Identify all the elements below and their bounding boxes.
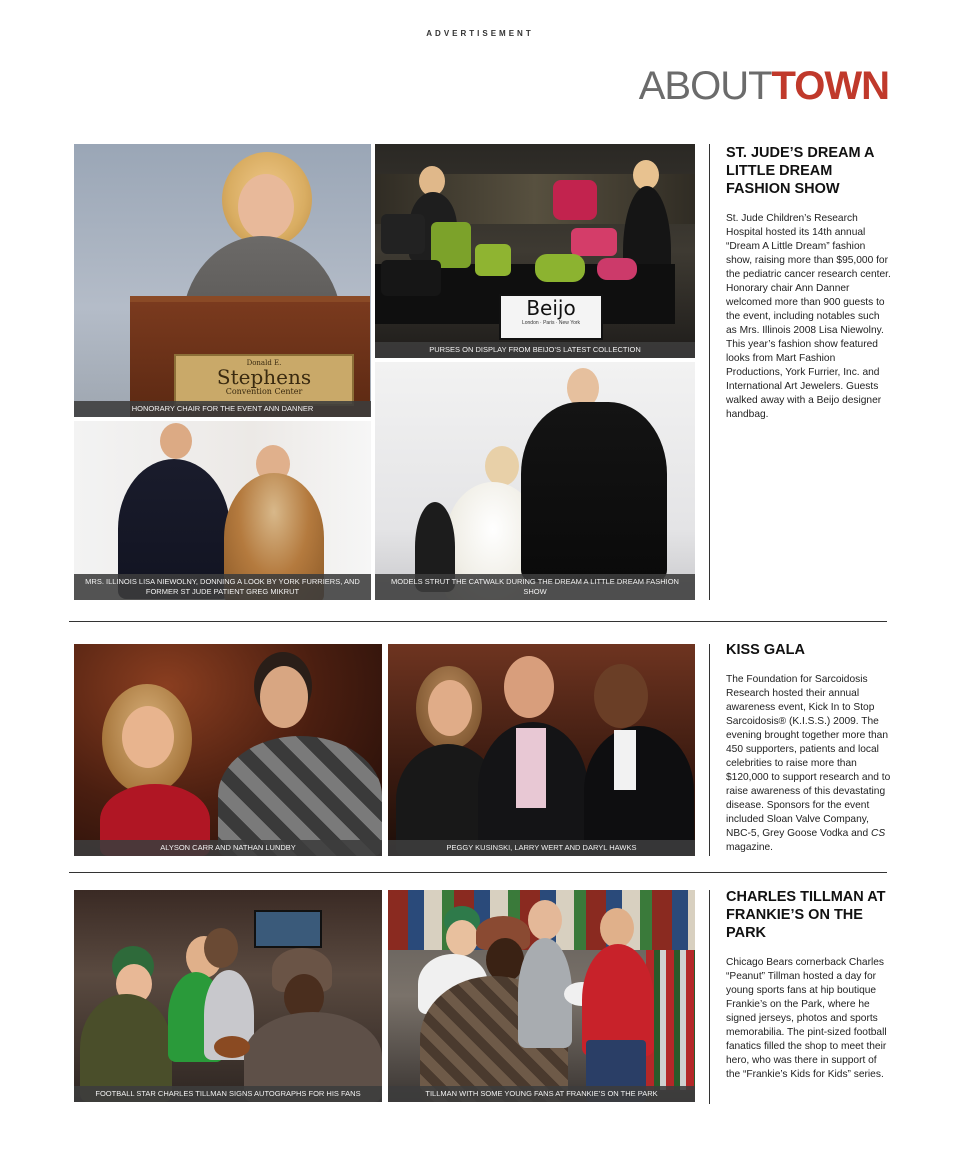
column-divider xyxy=(709,644,710,856)
beijo-sign-text: Beijo xyxy=(526,296,576,320)
column-divider xyxy=(709,144,710,600)
story-st-jude xyxy=(726,144,891,422)
photo-caption: MODELS STRUT THE CATWALK DURING THE DREAM A LITTLE DREAM FASHION SHOW xyxy=(375,574,695,600)
magazine-name: CS xyxy=(870,828,886,839)
photo-caption: PURSES ON DISPLAY FROM BEIJO’S LATEST COLLECTION xyxy=(375,342,695,358)
section-divider xyxy=(69,872,887,873)
photo-caption: ALYSON CARR AND NATHAN LUNDBY xyxy=(74,840,382,856)
advertisement-label: ADVERTISEMENT xyxy=(426,29,534,38)
story-body: Chicago Bears cornerback Charles “Peanut” Tillman hosted a day for young sports fans at hip boutique Frankie’s on the Park, where he signed jerseys, photos and sports memorabilia. The pint-sized football fanatics filled the shop to meet their hero, who was there in support of the “Frankie’s Kids for Kids” series. xyxy=(726,957,887,1080)
story-heading: CHARLES TILLMAN AT FRANKIE’S ON THE PARK xyxy=(726,889,886,941)
story-body xyxy=(726,673,891,855)
photo-carr-lundby xyxy=(74,644,382,856)
story-body-tail: magazine. xyxy=(726,842,774,853)
photo-ann-danner xyxy=(74,144,371,417)
masthead-about: ABOUT xyxy=(638,64,772,108)
photo-caption: TILLMAN WITH SOME YOUNG FANS AT FRANKIE’S ON THE PARK xyxy=(388,1086,695,1102)
beijo-sign-cities: London · Paris · New York xyxy=(521,320,581,326)
story-heading: ST. JUDE’S DREAM A LITTLE DREAM FASHION SHOW xyxy=(726,145,874,197)
story-heading: KISS GALA xyxy=(726,642,805,658)
section-masthead xyxy=(639,66,889,106)
photo-mrs-illinois xyxy=(74,421,371,600)
photo-caption: PEGGY KUSINSKI, LARRY WERT AND DARYL HAWKS xyxy=(388,840,695,856)
masthead-town: TOWN xyxy=(771,64,889,108)
podium-sign-main: Stephens xyxy=(216,365,312,389)
photo-caption: FOOTBALL STAR CHARLES TILLMAN SIGNS AUTOGRAPHS FOR HIS FANS xyxy=(74,1086,382,1102)
photo-tillman-autographs xyxy=(74,890,382,1102)
story-kiss-gala xyxy=(726,641,891,855)
photo-caption: MRS. ILLINOIS LISA NIEWOLNY, DONNING A LOOK BY YORK FURRIERS, AND FORMER ST JUDE PATIENT GREG MIKRUT xyxy=(74,574,371,600)
story-charles-tillman xyxy=(726,888,891,1082)
podium-sign-sub: Convention Center xyxy=(225,387,303,396)
story-body-text: The Foundation for Sarcoidosis Research hosted their annual awareness event, Kick In to Stop Sarcoidosis® (K.I.S.S.) 2009. The evening brought together more than 450 supporters, patients and local celebrities to raise more than $120,000 to support research and to raise awareness of this devastating disease. Sponsors for the event included Sloan Valve Company, NBC-5, Grey Goose Vodka and xyxy=(726,674,891,839)
section-divider xyxy=(69,621,887,622)
photo-tillman-young-fans xyxy=(388,890,695,1102)
podium-sign-small: Donald E. xyxy=(246,359,282,367)
photo-catwalk-models xyxy=(375,362,695,600)
column-divider xyxy=(709,890,710,1104)
photo-beijo-purses xyxy=(375,144,695,358)
photo-kusinski-wert-hawks xyxy=(388,644,695,856)
story-body: St. Jude Children’s Research Hospital hosted its 14th annual “Dream A Little Dream” fashion show, raising more than $95,000 for the pediatric cancer research center. Honorary chair Ann Danner welcomed more than 900 guests to the event, including notables such as Mrs. Illinois 2008 Lisa Niewolny. This year’s fashion show featured looks from Mart Fashion Productions, York Furrier, Inc. and International Art Jewelers. Guests walked away with a Beijo designer handbag. xyxy=(726,213,891,420)
photo-caption: HONORARY CHAIR FOR THE EVENT ANN DANNER xyxy=(74,401,371,417)
